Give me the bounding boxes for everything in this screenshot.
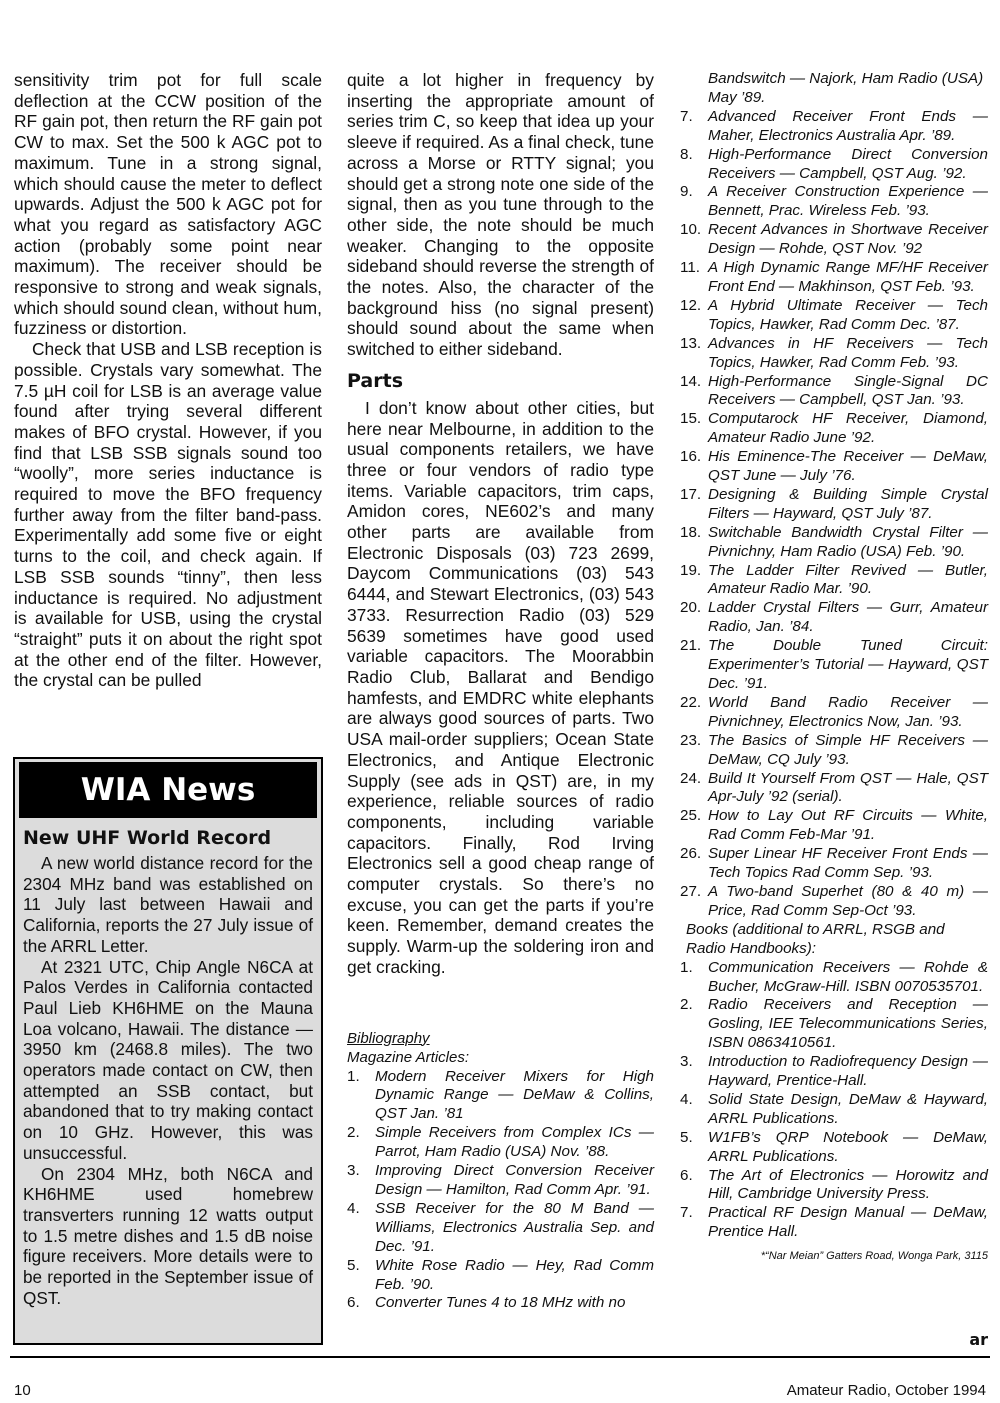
author-footnote: *“Nar Meian” Gatters Road, Wonga Park, 3115 (760, 1250, 988, 1263)
list-item: 18. Switchable Bandwidth Crystal Filter — Pivnichny, Ham Radio (USA) Feb. ’90. (680, 523, 988, 560)
parts-heading: Parts (347, 369, 403, 392)
list-item: 9. A Receiver Construction Experience — Bennett, Prac. Wireless Feb. ’93. (680, 183, 988, 220)
list-item: 8. High-Performance Direct Conversion Receivers — Campbell, QST Aug. ’92. (680, 145, 988, 182)
list-item: 7. Practical RF Design Manual — DeMaw, Prentice Hall. (680, 1204, 988, 1241)
publication-footer: Amateur Radio, October 1994 (786, 1382, 986, 1399)
list-item: 1. Modern Receiver Mixers for High Dynamic Range — DeMaw & Collins, QST Jan. ’81 (347, 1067, 654, 1123)
list-item: 27. A Two-band Superhet (80 & 40 m) — Price, Rad Comm Sep-Oct ’93. (680, 882, 988, 919)
list-continuation: Bandswitch — Najork, Ham Radio (USA) May ’89. (708, 70, 984, 106)
wia-news-box (13, 757, 323, 1345)
list-item: 20. Ladder Crystal Filters — Gurr, Amateur Radio, Jan. ’84. (680, 599, 988, 636)
magazine-articles-label: Magazine Articles: (347, 1048, 469, 1066)
list-item: 24. Build It Yourself From QST — Hale, QST Apr-July ’92 (serial). (680, 769, 988, 806)
body-paragraph: sensitivity trim pot for full scale deflection at the CCW position of the RF gain pot, then return the RF gain pot CW to max. Set the 500 k AGC pot to maximum. Tune in a strong signal, which should cause the meter to deflect upwards. Adjust the 500 k AGC pot for what you regard as satisfactory AGC action (probably some point near maximum). The receiver should be responsive to strong and weak signals, which should sound clean, without hum, fuzziness or distortion. (14, 70, 322, 339)
list-item: 16. His Eminence-The Receiver — DeMaw, QST June — July ’76. (680, 448, 988, 485)
list-item: 15. Computarock HF Receiver, Diamond, Amateur Radio June ’92. (680, 410, 988, 447)
footer-rule (10, 1356, 990, 1358)
body-paragraph: quite a lot higher in frequency by inserting the appropriate amount of series trim C, so keep that idea up your sleeve if required. As a final check, tune across a Morse or RTTY signal; you should get a strong note one side of the signal, then as you tune through to the other side, the note should be much weaker. Changing to the opposite sideband should reverse the strength of the notes. Also, the character of the background hiss (no signal present) should sound about the same when switched to either sideband. (347, 70, 654, 360)
column-1 (14, 70, 322, 691)
list-item: 3. Improving Direct Conversion Receiver Design — Hamilton, Rad Comm Apr. ’91. (347, 1162, 654, 1198)
list-item: 2. Simple Receivers from Complex ICs — Parrot, Ham Radio (USA) Nov. ’88. (347, 1124, 654, 1161)
list-item: 5. W1FB’s QRP Notebook — DeMaw, ARRL Publications. (680, 1128, 988, 1165)
list-item: 19. The Ladder Filter Revived — Butler, Amateur Radio Mar. ’90. (680, 561, 988, 598)
books-list (680, 959, 988, 1243)
list-item: 4. SSB Receiver for the 80 M Band — Williams, Electronics Australia Sep. and Dec. ’91. (347, 1199, 654, 1255)
wia-news-content (23, 827, 313, 1308)
bibliography-title: Bibliography (347, 1029, 430, 1047)
list-item: 12. A Hybrid Ultimate Receiver — Tech Topics, Hawker, Rad Comm Dec. ’87. (680, 296, 988, 333)
list-item: 23. The Basics of Simple HF Receivers — DeMaw, CQ July ’93. (680, 731, 988, 768)
wia-paragraph: On 2304 MHz, both N6CA and KH6HME used homebrew transverters running 12 watts output to 1.5 metre dishes and 1.5 dB noise figure receivers. More details were to be reported in the September issue of QST. (23, 1163, 313, 1308)
magazine-list-continued (680, 108, 988, 921)
list-item: 7. Advanced Receiver Front Ends — Maher, Electronics Australia Apr. ’89. (680, 107, 988, 144)
list-item: 21. The Double Tuned Circuit: Experimenter’s Tutorial — Hayward, QST Dec. ’91. (680, 637, 988, 692)
column-2 (347, 70, 654, 1313)
list-item: 4. Solid State Design, DeMaw & Hayward, ARRL Publications. (680, 1090, 988, 1127)
list-item: 6. The Art of Electronics — Horowitz and Hill, Cambridge University Press. (680, 1166, 988, 1203)
list-item: 13. Advances in HF Receivers — Tech Topics, Hawker, Rad Comm Feb. ’93. (680, 334, 988, 371)
wia-paragraph: A new world distance record for the 2304 MHz band was established on 11 July last between Hawaii and California, reports the 27 July issue of the ARRL Letter. (23, 853, 313, 956)
body-paragraph: Check that USB and LSB reception is possible. Crystals vary somewhat. The 7.5 µH coil for LSB is an average value found after trying several different makes of BFO crystal. However, if you find that LSB SSB signals sound too “woolly”, more series inductance is required to move the BFO frequency further away from the filter band-pass. Experimentally add some five or eight turns to the coil, and check again. If LSB SSB sounds “tinny”, then less inductance is required. No adjustment is available for USB, using the crystal “straight” puts it on about the right spot at the other end of the filter. However, the crystal can be pulled (14, 339, 322, 691)
wia-paragraph: At 2321 UTC, Chip Angle N6CA at Palos Verdes in California contacted Paul Lieb KH6HME on the Mauna Loa volcano, Hawaii. The distance — 3950 km (2468.8 miles). The two operators made contact on CW, then attempted an SSB contact, but abandoned that to try making contact on 10 GHz. However, this was unsuccessful. (23, 956, 313, 1163)
list-item: 11. A High Dynamic Range MF/HF Receiver Front End — Makhinson, QST Feb. ’93. (680, 259, 988, 295)
books-label: Books (additional to ARRL, RSGB and Radio Handbooks): (686, 920, 945, 957)
column-3 (680, 70, 988, 1262)
list-item: 3. Introduction to Radiofrequency Design — Hayward, Prentice-Hall. (680, 1053, 988, 1090)
list-item: 2. Radio Receivers and Reception — Gosling, IEE Telecommunications Series, ISBN 0863410561. (680, 996, 988, 1052)
list-item: 6. Converter Tunes 4 to 18 MHz with no (347, 1294, 626, 1312)
list-item: 1. Communication Receivers — Rohde & Bucher, McGraw-Hill. ISBN 0070535701. (680, 958, 988, 995)
ar-end-mark: ar (969, 1330, 988, 1349)
wia-news-subheading: New UHF World Record (23, 827, 272, 849)
list-item: 26. Super Linear HF Receiver Front Ends — Tech Topics Rad Comm Sep. ’93. (680, 845, 988, 882)
list-item: 22. World Band Radio Receiver — Pivnichney, Electronics Now, Jan. ’93. (680, 693, 988, 730)
wia-news-banner: WIA News (19, 762, 317, 818)
page-number: 10 (14, 1382, 31, 1399)
body-paragraph: I don’t know about other cities, but here near Melbourne, in addition to the usual components retailers, we have three or four vendors of radio type items. Variable capacitors, trim caps, Amidon cores, NE602’s and many other parts are available from Electronic Disposals (03) 723 2699, Daycom Communications (03) 543 6444, and Stewart Electronics, (03) 543 3733. Resurrection Radio (03) 529 5639 sometimes have good used variable capacitors. The Moorabbin Radio Club, Ballarat and Bendigo hamfests, and EMDRC white elephants are always good sources of parts. Two USA mail-order suppliers; Ocean State Electronics, and Antique Electronic Supply (see ads in QST) are, in my experience, reliable sources of radio components, including variable capacitors. Finally, Rod Irving Electronics sell a good cheap range of computer crystals. So there’s no excuse, you can get the parts if you’re keen. Remember, demand creates the supply. Warm-up the soldering iron and get cracking. (347, 397, 654, 977)
magazine-list (347, 1068, 654, 1314)
list-item: 17. Designing & Building Simple Crystal Filters — Hayward, QST July ’87. (680, 485, 988, 522)
list-item: 10. Recent Advances in Shortwave Receiver Design — Rohde, QST Nov. ’92 (680, 221, 988, 258)
list-item: 25. How to Lay Out RF Circuits — White, Rad Comm Feb-Mar ’91. (680, 807, 988, 844)
list-item: 5. White Rose Radio — Hey, Rad Comm Feb. ’90. (347, 1256, 654, 1293)
list-item: 14. High-Performance Single-Signal DC Receivers — Campbell, QST Jan. ’93. (680, 372, 988, 409)
